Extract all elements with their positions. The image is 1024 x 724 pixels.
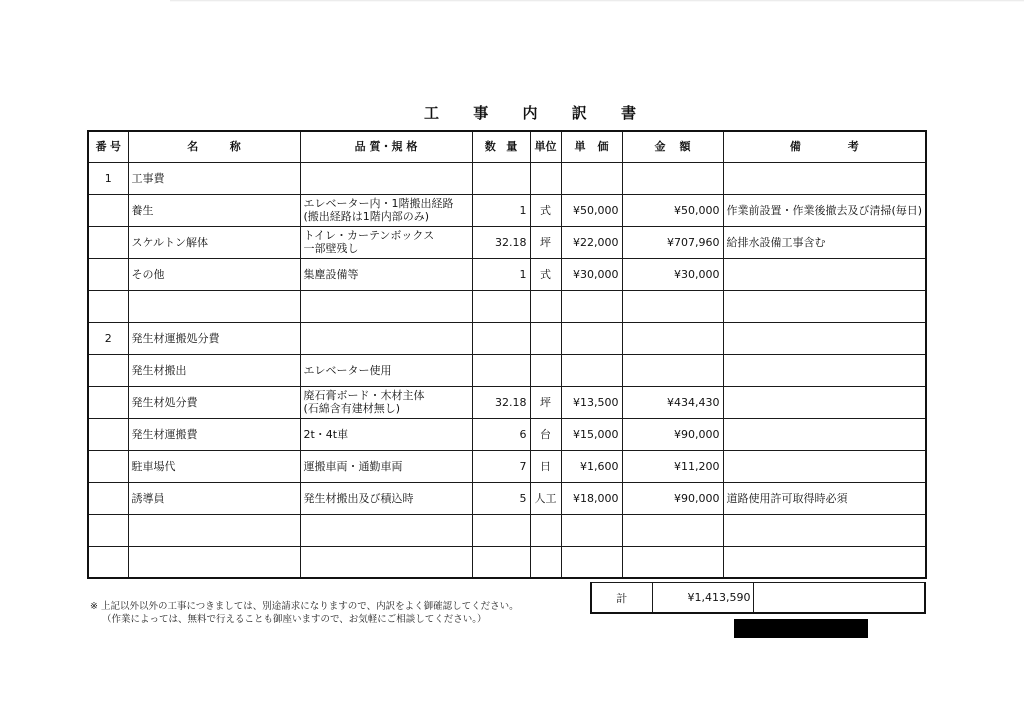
item-quantity: 7 [472,450,530,482]
item-spec [300,162,472,194]
item-amount: ¥11,200 [622,450,723,482]
item-spec: 発生材搬出及び積込時 [300,482,472,514]
item-quantity [472,162,530,194]
item-unit-price: ¥50,000 [561,194,622,226]
row-number: 1 [88,162,128,194]
item-unit: 式 [530,258,561,290]
item-unit [530,290,561,322]
item-unit-price: ¥15,000 [561,418,622,450]
item-unit: 坪 [530,386,561,418]
breakdown-table [87,130,927,579]
row-number [88,258,128,290]
item-unit [530,162,561,194]
item-name: 駐車場代 [128,450,300,482]
item-quantity: 6 [472,418,530,450]
table-row [88,290,926,322]
item-name [128,514,300,546]
item-unit-price: ¥22,000 [561,226,622,258]
item-unit-price: ¥1,600 [561,450,622,482]
item-quantity [472,354,530,386]
table-row [88,482,926,514]
row-number [88,418,128,450]
item-unit: 人工 [530,482,561,514]
item-amount [622,354,723,386]
item-unit-price: ¥18,000 [561,482,622,514]
item-note [723,418,926,450]
header-spec: 品 質・規 格 [300,131,472,162]
item-note [723,162,926,194]
item-unit-price [561,546,622,578]
item-quantity [472,322,530,354]
item-note [723,386,926,418]
item-spec [300,514,472,546]
item-unit [530,514,561,546]
item-quantity: 32.18 [472,226,530,258]
item-quantity: 5 [472,482,530,514]
header-name: 名 称 [128,131,300,162]
item-note [723,514,926,546]
total-table [590,582,926,614]
row-number [88,514,128,546]
row-number [88,226,128,258]
table-row [88,322,926,354]
title-char: 書 [620,104,636,122]
total-note [753,583,925,614]
title-char: 工 [424,104,440,122]
row-number: 2 [88,322,128,354]
item-spec [300,290,472,322]
item-note: 作業前設置・作業後撤去及び清掃(毎日) [723,194,926,226]
header-row [88,131,926,162]
item-note: 道路使用許可取得時必須 [723,482,926,514]
item-quantity: 1 [472,258,530,290]
table-row [88,162,926,194]
item-amount [622,546,723,578]
item-unit-price [561,162,622,194]
table-row [88,546,926,578]
item-name: 養生 [128,194,300,226]
item-note: 給排水設備工事含む [723,226,926,258]
title-char: 内 [522,104,538,122]
item-amount: ¥434,430 [622,386,723,418]
row-number [88,194,128,226]
row-number [88,354,128,386]
item-amount: ¥707,960 [622,226,723,258]
item-amount [622,514,723,546]
item-unit: 式 [530,194,561,226]
item-name [128,546,300,578]
table-row [88,418,926,450]
row-number [88,482,128,514]
table-row [88,450,926,482]
table-row [88,514,926,546]
item-name: その他 [128,258,300,290]
item-name: スケルトン解体 [128,226,300,258]
item-unit-price [561,514,622,546]
item-spec: 廃石膏ボード・木材主体 (石綿含有建材無し) [300,386,472,418]
header-no: 番 号 [88,131,128,162]
item-spec: エレベーター使用 [300,354,472,386]
item-unit-price [561,322,622,354]
header-note: 備 考 [723,131,926,162]
footnote-line-1: ※ 上記以外以外の工事につきましては、別途請求になりますので、内訳をよく御確認してください。 [90,601,519,612]
item-name: 誘導員 [128,482,300,514]
item-amount: ¥90,000 [622,418,723,450]
item-note [723,546,926,578]
header-price: 単 価 [561,131,622,162]
row-number [88,386,128,418]
item-quantity: 32.18 [472,386,530,418]
item-name [128,290,300,322]
item-unit [530,354,561,386]
item-name: 発生材搬出 [128,354,300,386]
item-unit [530,546,561,578]
item-amount [622,322,723,354]
header-amount: 金 額 [622,131,723,162]
item-spec [300,322,472,354]
redacted-block [734,619,868,638]
row-number [88,290,128,322]
item-note [723,258,926,290]
item-name: 発生材運搬処分費 [128,322,300,354]
document-title [380,102,680,126]
item-quantity [472,546,530,578]
item-spec: 集塵設備等 [300,258,472,290]
item-note [723,290,926,322]
item-unit: 坪 [530,226,561,258]
item-name: 工事費 [128,162,300,194]
item-unit-price [561,290,622,322]
table-row [88,258,926,290]
item-unit-price [561,354,622,386]
header-unit: 単位 [530,131,561,162]
title-char: 事 [473,104,489,122]
title-char: 訳 [571,104,587,122]
item-quantity [472,290,530,322]
item-unit: 日 [530,450,561,482]
item-amount: ¥50,000 [622,194,723,226]
item-spec: 2t・4t車 [300,418,472,450]
total-amount: ¥1,413,590 [652,583,753,614]
header-qty: 数 量 [472,131,530,162]
row-number [88,450,128,482]
item-amount [622,162,723,194]
item-spec: エレベーター内・1階搬出経路 (搬出経路は1階内部のみ) [300,194,472,226]
item-unit-price: ¥30,000 [561,258,622,290]
item-name: 発生材運搬費 [128,418,300,450]
scan-edge-shadow [170,0,1024,2]
item-spec: トイレ・カーテンボックス 一部壁残し [300,226,472,258]
total-label: 計 [591,583,652,614]
item-note [723,354,926,386]
item-name: 発生材処分費 [128,386,300,418]
table-row [88,226,926,258]
item-amount [622,290,723,322]
table-row [88,194,926,226]
footnote-line-2: （作業によっては、無料で行えることも御座いますので、お気軽にご相談してください。） [102,614,487,625]
item-quantity: 1 [472,194,530,226]
item-quantity [472,514,530,546]
table-row [88,354,926,386]
item-spec: 運搬車両・通勤車両 [300,450,472,482]
item-unit-price: ¥13,500 [561,386,622,418]
item-note [723,450,926,482]
row-number [88,546,128,578]
item-spec [300,546,472,578]
item-unit [530,322,561,354]
item-unit: 台 [530,418,561,450]
table-row [88,386,926,418]
total-row [591,583,925,614]
item-amount: ¥30,000 [622,258,723,290]
footnote [90,600,519,626]
item-note [723,322,926,354]
item-amount: ¥90,000 [622,482,723,514]
